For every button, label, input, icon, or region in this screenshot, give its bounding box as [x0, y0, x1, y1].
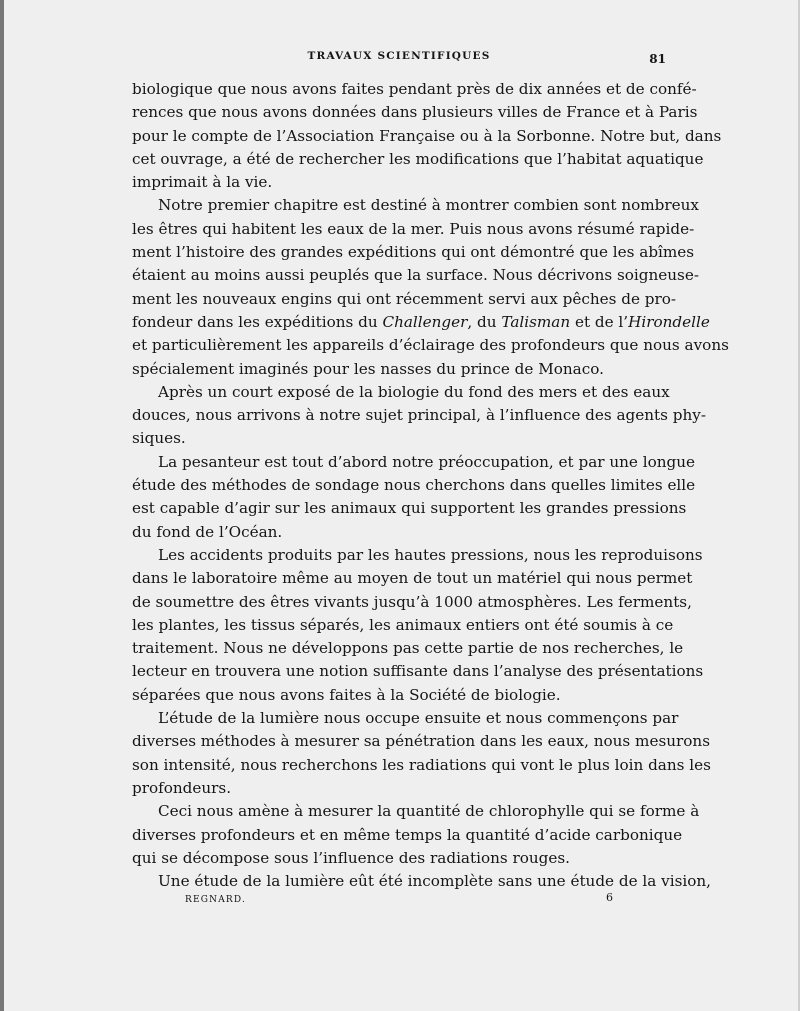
text-line: et particulièrement les appareils d’éclairage des profondeurs que nous avons: [132, 336, 729, 355]
text-line: les plantes, les tissus séparés, les animaux entiers ont été soumis à ce: [132, 615, 674, 634]
text-line: de soumettre des êtres vivants jusqu’à 1000 atmosphères. Les ferments,: [132, 592, 692, 611]
text-line: Après un court exposé de la biologie du fond des mers et des eaux: [158, 382, 670, 401]
text-line: imprimait à la vie.: [132, 173, 273, 192]
italic-ship-name-hirondelle: Hirondelle: [628, 312, 710, 331]
text-line: diverses profondeurs et en même temps la quantité d’acide carbonique: [132, 825, 683, 844]
italic-ship-name-talisman: Talisman: [501, 312, 571, 331]
text-line: rences que nous avons données dans plusieurs villes de France et à Paris: [132, 103, 698, 122]
text-line: spécialement imaginés pour les nasses du prince de Monaco.: [132, 359, 604, 378]
text-line: du fond de l’Océan.: [132, 522, 283, 541]
running-title: TRAVAUX SCIENTIFIQUES: [307, 50, 491, 62]
page-number: 81: [649, 52, 666, 66]
text-line: les êtres qui habitent les eaux de la mer. Puis nous avons résumé rapide-: [132, 219, 695, 238]
text-line: L’étude de la lumière nous occupe ensuite et nous commençons par: [158, 709, 679, 728]
text-line: étude des méthodes de sondage nous cherchons dans quelles limites elle: [132, 476, 696, 495]
text-line: son intensité, nous recherchons les radiations qui vont le plus loin dans les: [132, 755, 711, 774]
italic-ship-name-challenger: Challenger: [382, 312, 468, 331]
text-line: lecteur en trouvera une notion suffisante dans l’analyse des présentations: [132, 662, 704, 681]
body-text: [132, 78, 729, 893]
text-line: ment les nouveaux engins qui ont récemment servi aux pêches de pro-: [132, 289, 677, 308]
text-line: La pesanteur est tout d’abord notre préoccupation, et par une longue: [158, 452, 695, 471]
text-line: profondeurs.: [132, 778, 232, 797]
text-fragment: fondeur dans les expéditions du: [132, 312, 383, 331]
page-footer: [185, 891, 613, 907]
text-fragment: , du: [467, 312, 502, 331]
text-line: biologique que nous avons faites pendant près de dix années et de confé-: [132, 80, 697, 98]
text-line: étaient au moins aussi peuplés que la surface. Nous décrivons soigneuse-: [132, 266, 699, 285]
text-line: qui se décompose sous l’influence des radiations rouges.: [132, 848, 571, 867]
text-line: ment l’histoire des grandes expéditions qui ont démontré que les abîmes: [132, 243, 695, 262]
text-line: Ceci nous amène à mesurer la quantité de chlorophylle qui se forme à: [158, 802, 700, 821]
text-line: dans le laboratoire même au moyen de tout un matériel qui nous permet: [132, 569, 693, 588]
running-head: [132, 50, 666, 68]
text-line: douces, nous arrivons à notre sujet principal, à l’influence des agents phy-: [132, 406, 706, 425]
text-line: traitement. Nous ne développons pas cette partie de nos recherches, le: [132, 639, 684, 658]
text-line: Une étude de la lumière eût été incomplète sans une étude de la vision,: [158, 872, 711, 891]
scan-shadow-left-edge: [0, 0, 4, 1011]
text-line: séparées que nous avons faites à la Société de biologie.: [132, 685, 561, 704]
text-line: Notre premier chapitre est destiné à montrer combien sont nombreux: [158, 196, 699, 215]
text-line: pour le compte de l’Association Française ou à la Sorbonne. Notre but, dans: [132, 126, 722, 145]
sheet-number: 6: [606, 891, 613, 904]
text-fragment: et de l’: [570, 312, 629, 331]
printer-signature: REGNARD.: [185, 895, 247, 905]
text-line-with-italic-ship-names: [132, 311, 710, 334]
text-line: Les accidents produits par les hautes pressions, nous les reproduisons: [158, 545, 703, 564]
text-line: diverses méthodes à mesurer sa pénétration dans les eaux, nous mesurons: [132, 732, 710, 751]
text-line: siques.: [132, 429, 186, 448]
text-line: est capable d’agir sur les animaux qui supportent les grandes pressions: [132, 499, 687, 518]
text-line: cet ouvrage, a été de rechercher les modifications que l’habitat aquatique: [132, 149, 704, 168]
